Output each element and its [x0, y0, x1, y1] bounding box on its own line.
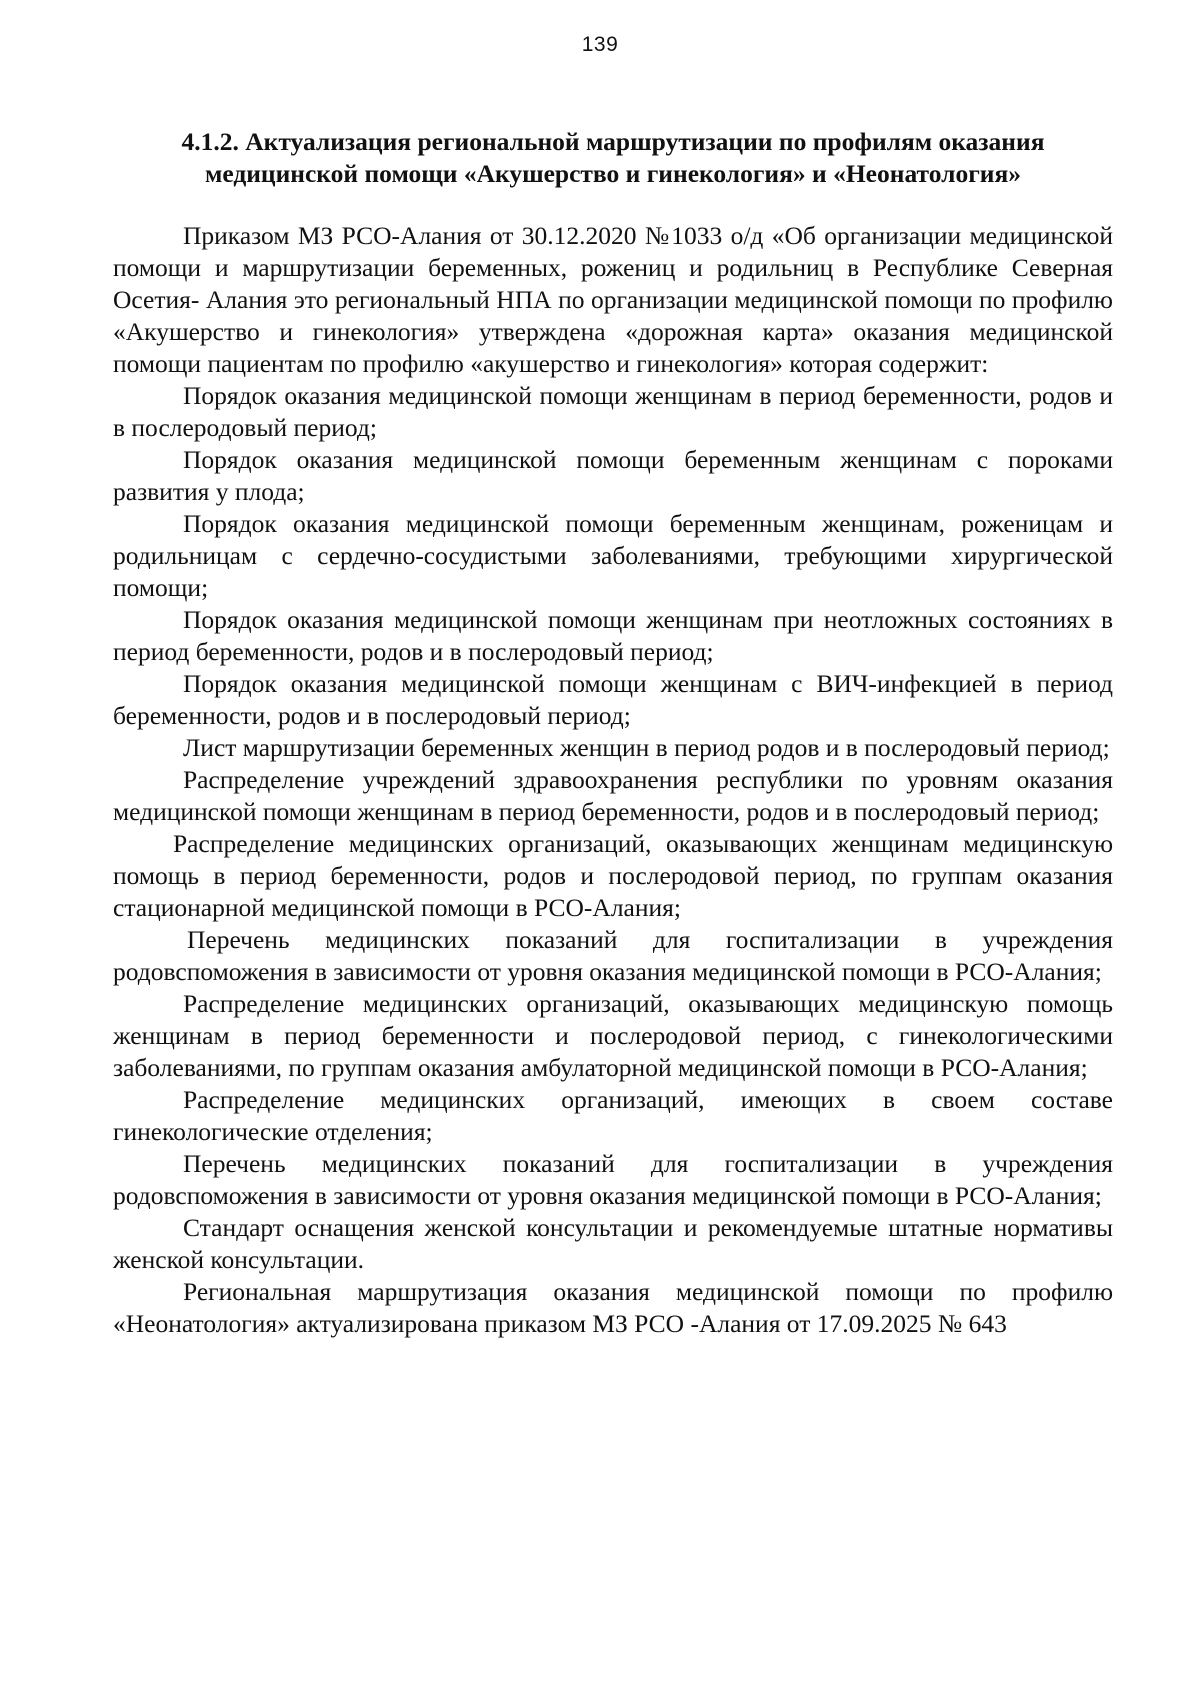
list-item-paragraph: Порядок оказания медицинской помощи женщинам в период беременности, родов и в послеродовый период; [113, 381, 1113, 442]
list-item-paragraph: Распределение учреждений здравоохранения республики по уровням оказания медицинской помощи женщинам в период беременности, родов и в послеродовый период; [113, 765, 1113, 826]
list-item-paragraph: Порядок оказания медицинской помощи женщинам с ВИЧ-инфекцией в период беременности, родов и в послеродовый период; [113, 669, 1113, 730]
intro-paragraph: Приказом МЗ РСО-Алания от 30.12.2020 №1033 о/д «Об организации медицинской помощи и маршрутизации беременных, рожениц и родильниц в Республике Северная Осетия- Алания это региональный НПА по организации медицинской помощи по профилю «Акушерство и гинекология» утверждена «дорожная карта» оказания медицинской помощи пациентам по профилю «акушерство и гинекология» которая содержит: [113, 221, 1113, 378]
list-item-paragraph: Лист маршрутизации беременных женщин в период родов и в послеродовый период; [183, 733, 1110, 762]
page-number: 139 [581, 33, 619, 56]
list-item-paragraph: Порядок оказания медицинской помощи женщинам при неотложных состояниях в период беременности, родов и в послеродовый период; [113, 605, 1113, 666]
list-item-paragraph: Стандарт оснащения женской консультации и рекомендуемые штатные нормативы женской консультации. [113, 1213, 1113, 1274]
closing-paragraph: Региональная маршрутизация оказания медицинской помощи по профилю «Неонатология» актуализирована приказом МЗ РСО -Алания от 17.09.2025 № 643 [113, 1277, 1113, 1338]
list-item-paragraph: Порядок оказания медицинской помощи беременным женщинам с пороками развития у плода; [113, 445, 1113, 506]
list-item-paragraph: Порядок оказания медицинской помощи беременным женщинам, роженицам и родильницам с сердечно-сосудистыми заболеваниями, требующими хирургической помощи; [113, 509, 1113, 602]
list-item-paragraph: Перечень медицинских показаний для госпитализации в учреждения родовспоможения в зависимости от уровня оказания медицинской помощи в РСО-Алания; [113, 1149, 1113, 1210]
section-heading-line-2: медицинской помощи «Акушерство и гинекология» и «Неонатология» [204, 159, 1022, 188]
list-item-paragraph: Перечень медицинских показаний для госпитализации в учреждения родовспоможения в зависимости от уровня оказания медицинской помощи в РСО-Алания; [113, 925, 1113, 986]
list-item-paragraph: Распределение медицинских организаций, имеющих в своем составе гинекологические отделения; [113, 1085, 1113, 1146]
section-heading [113, 126, 1113, 190]
list-item-paragraph: Распределение медицинских организаций, оказывающих медицинскую помощь женщинам в период беременности и послеродовой период, с гинекологическими заболеваниями, по группам оказания амбулаторной медицинской помощи в РСО-Алания; [113, 989, 1113, 1082]
list-item-paragraph: Распределение медицинских организаций, оказывающих женщинам медицинскую помощь в период беременности, родов и послеродовой период, по группам оказания стационарной медицинской помощи в РСО-Алания; [113, 829, 1113, 922]
document-body [113, 126, 1113, 1340]
section-heading-line-1: 4.1.2. Актуализация региональной маршрутизации по профилям оказания [181, 127, 1045, 156]
